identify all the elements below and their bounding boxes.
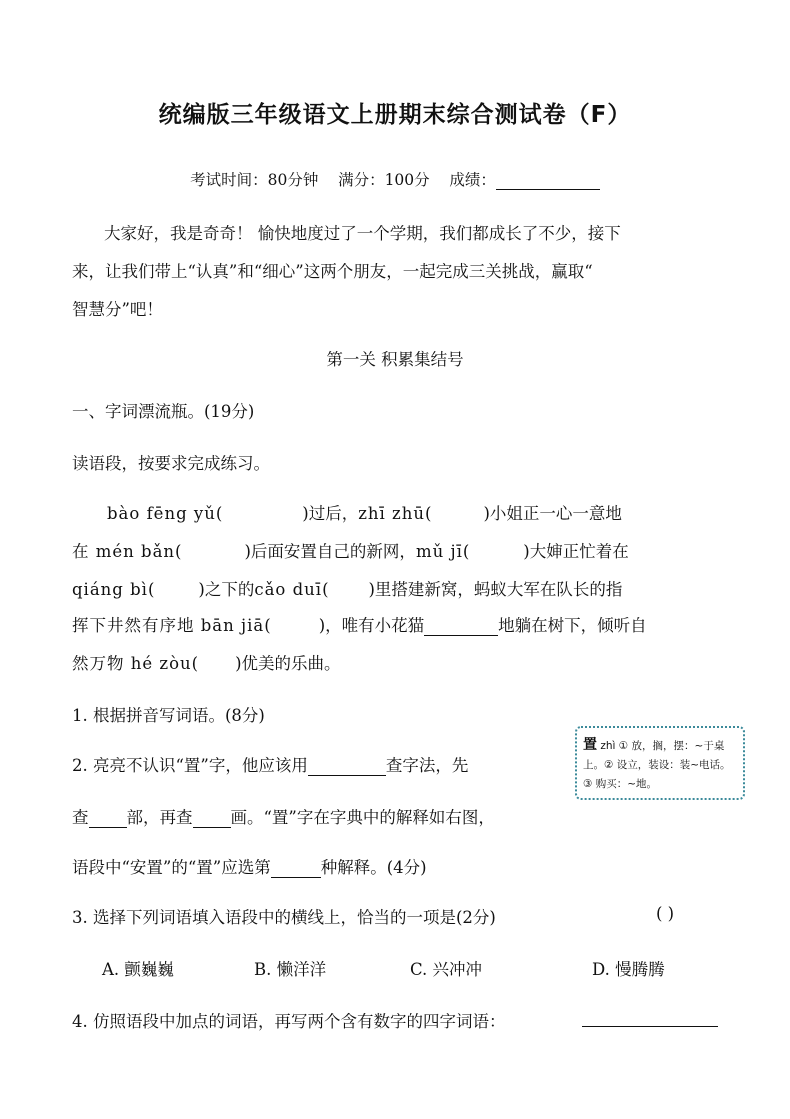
pinyin-caodui: cǎo duī [254, 580, 323, 599]
stroke-blank[interactable] [193, 809, 231, 828]
pinyin-menban: 在 mén bǎn( [72, 542, 183, 561]
score-blank[interactable] [496, 189, 600, 190]
pinyin-hezou: 然万物 hé zòu( [72, 654, 200, 673]
dictionary-entry-box [575, 726, 745, 800]
idiom-blank[interactable] [582, 1008, 718, 1027]
blank-8[interactable] [424, 617, 498, 636]
intro-line-2: 来，让我们带上“认真”和“细心”这两个朋友，一起完成三关挑战，赢取“ [72, 262, 593, 281]
option-b[interactable]: B. 懒洋洋 [254, 960, 327, 979]
dict-line-2: 上。② 设立，装设：装~电话。 [583, 759, 731, 771]
pinyin-banjia: 挥下井然有序地 bān jiā [72, 616, 265, 635]
dict-line-1: 置 zhì ① 放，搁，摆：~于桌 [583, 737, 725, 753]
sub-question-2-line-2: 查 部，再查 画。“置”字在字典中的解释如右图， [72, 808, 495, 827]
meaning-blank[interactable] [271, 859, 321, 878]
sub-question-2-line-1: 2. 亮亮不认识“置”字，他应该用 查字法，先 [72, 756, 469, 775]
passage-line-2: 在 mén bǎn( )后面安置自己的新网，mǔ jī( )大婶正忙着在 [72, 542, 629, 561]
method-blank[interactable] [308, 757, 386, 776]
passage-line-5: 然万物 hé zòu( )优美的乐曲。 [72, 654, 341, 673]
option-c[interactable]: C. 兴冲冲 [410, 960, 483, 979]
sub-question-4: 4. 仿照语段中加点的词语，再写两个含有数字的四字词语： [72, 1012, 506, 1031]
radical-blank[interactable] [89, 809, 127, 828]
passage-line-3: qiáng bì( )之下的cǎo duī( )里搭建新窝，蚂蚁大军在队长的指 [72, 580, 623, 599]
q1-instruction: 读语段，按要求完成练习。 [72, 454, 270, 473]
exam-info [0, 168, 790, 190]
pinyin-muji: mǔ jī [415, 542, 463, 561]
pinyin-qiangbi: qiáng bì [72, 580, 148, 599]
dict-line-3: ③ 购买：~地。 [583, 778, 658, 790]
section-title: 第一关 积累集结号 [326, 350, 464, 369]
answer-paren[interactable]: ( ) [656, 904, 675, 923]
intro-line-3: 智慧分”吧！ [72, 300, 163, 319]
page-title: 统编版三年级语文上册期末综合测试卷（F） [158, 102, 632, 128]
sub-question-2-line-3: 语段中“安置”的“置”应选第 种解释。(4分) [72, 858, 427, 877]
sub-question-1: 1. 根据拼音写词语。(8分) [72, 706, 265, 725]
passage-line-1: bào fēng yǔ( )过后，zhī zhū( )小姐正一心一意地 [107, 504, 622, 523]
score-label: 成绩： [449, 171, 496, 189]
exam-time: 考试时间：80分钟 [190, 171, 319, 189]
sub-question-3: 3. 选择下列词语填入语段中的横线上，恰当的一项是(2分) [72, 908, 496, 927]
pinyin-zhizhu: zhī zhū [358, 504, 426, 523]
full-score: 满分：100分 [338, 171, 430, 189]
pinyin-baofengyu: bào fēng yǔ [107, 504, 216, 523]
passage-line-4: 挥下井然有序地 bān jiā( )，唯有小花猫 地躺在树下，倾听自 [72, 616, 647, 635]
option-a[interactable]: A. 颤巍巍 [102, 960, 174, 979]
option-d[interactable]: D. 慢腾腾 [592, 960, 665, 979]
intro-line-1: 大家好，我是奇奇！ 愉快地度过了一个学期，我们都成长了不少，接下 [104, 224, 621, 243]
q1-heading: 一、字词漂流瓶。(19分) [72, 402, 255, 421]
